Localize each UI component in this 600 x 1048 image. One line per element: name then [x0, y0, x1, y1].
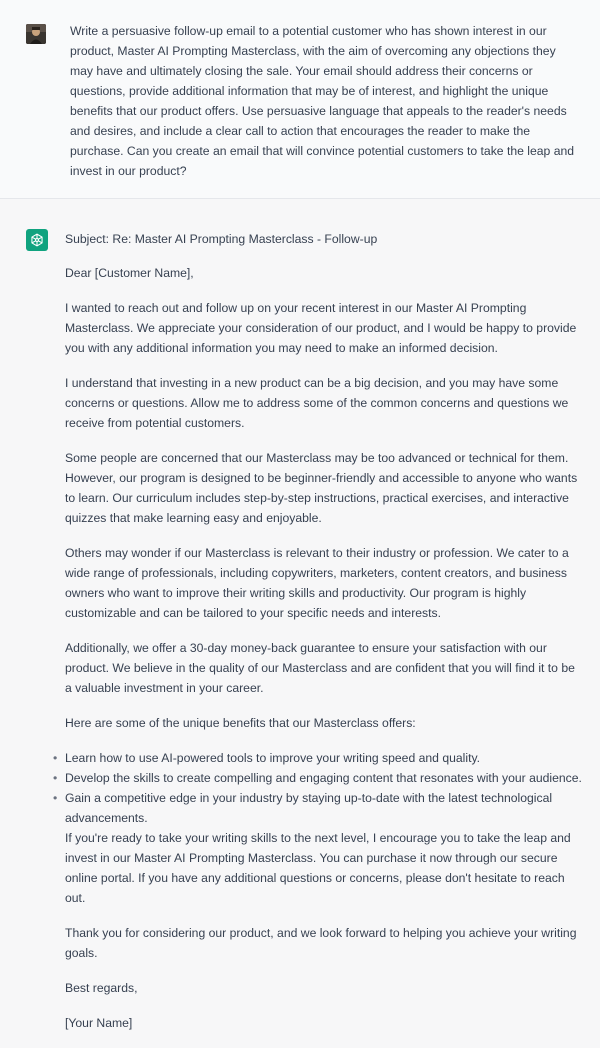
assistant-message [0, 200, 600, 1030]
user-avatar-photo [26, 24, 46, 44]
user-avatar-icon [26, 24, 46, 44]
user-prompt-text: Write a persuasive follow-up email to a potential customer who has shown interest in our product, Master AI Prompting Masterclass, with the aim of overcoming any objections they may have and ultimately closing the sale. Your email should address their concerns or questions, provide additional information that may be of interest, and highlight the unique benefits that our product offers. Use persuasive language that appeals to the reader's needs and desires, and include a clear call to action that encourages the reader to make the purchase. Can you create an email that will convince potential customers to take the leap and invest in our product? [70, 24, 575, 178]
assistant-response [65, 229, 585, 1048]
email-paragraph: Others may wonder if our Masterclass is relevant to their industry or profession. We cater to a wide range of professionals, including copywriters, marketers, content creators, and business owners who want to improve their writing skills and productivity. Our program is highly customizable and can be tailored to your specific needs and interests. [65, 546, 569, 620]
email-paragraph: I wanted to reach out and follow up on your recent interest in our Master AI Prompting Masterclass. We appreciate your consideration of our product, and I would be happy to provide you with any additional information you may need to make an informed decision. [65, 301, 577, 355]
benefits-intro: Here are some of the unique benefits that our Masterclass offers: [65, 716, 416, 730]
chatgpt-logo-icon [26, 229, 48, 251]
call-to-action: If you're ready to take your writing skills to the next level, I encourage you to take the leap and invest in our Master AI Prompting Masterclass. You can purchase it now through our secure online portal. If you have any additional questions or concerns, please don't hesitate to reach out. [65, 831, 571, 905]
list-item: • Gain a competitive edge in your industry by staying up-to-date with the latest technological advancements. [65, 788, 585, 828]
email-sign-off: Best regards, [65, 981, 138, 995]
email-paragraph: Some people are concerned that our Masterclass may be too advanced or technical for them. However, our program is designed to be beginner-friendly and accessible to anyone who wants to learn. Our curriculum includes step-by-step instructions, practical exercises, and interactive quizzes that make learning easy and enjoyable. [65, 451, 578, 525]
email-paragraph: Additionally, we offer a 30-day money-back guarantee to ensure your satisfaction with our product. We believe in the quality of our Masterclass and are confident that you will find it to be a valuable investment in your career. [65, 641, 575, 695]
email-paragraph: I understand that investing in a new product can be a big decision, and you may have some concerns or questions. Allow me to address some of the common concerns and questions we receive from potential customers. [65, 376, 569, 430]
email-subject: Subject: Re: Master AI Prompting Masterclass - Follow-up [65, 232, 378, 246]
email-greeting: Dear [Customer Name], [65, 266, 194, 280]
list-item: • Develop the skills to create compelling and engaging content that resonates with your audience. [65, 768, 585, 788]
list-item: • Learn how to use AI-powered tools to improve your writing speed and quality. [65, 748, 585, 768]
email-signature: [Your Name] [65, 1016, 133, 1030]
benefits-list [65, 748, 585, 828]
email-thanks: Thank you for considering our product, and we look forward to helping you achieve your writing goals. [65, 926, 577, 960]
user-message [0, 0, 600, 199]
